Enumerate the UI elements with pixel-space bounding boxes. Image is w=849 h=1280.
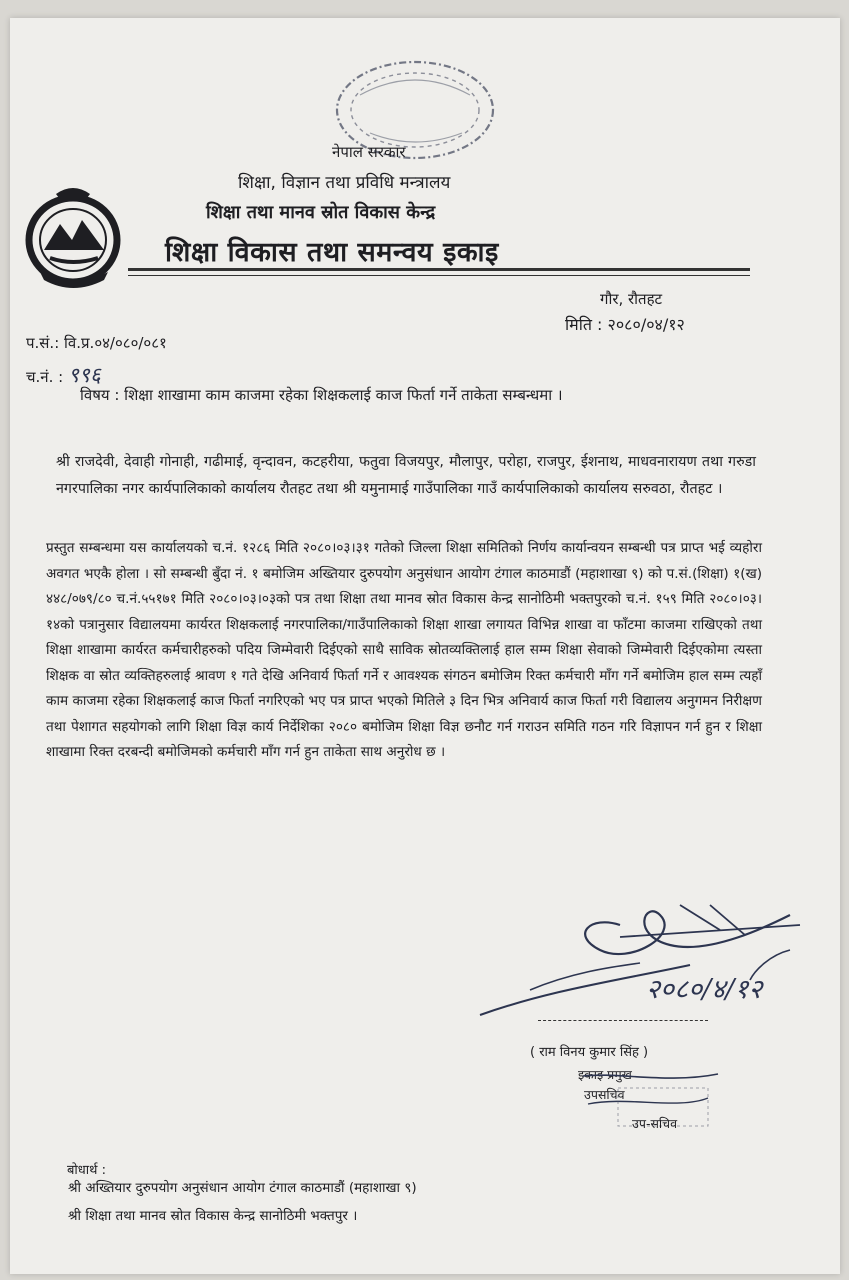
cc-recipient-list	[68, 1174, 417, 1230]
signatory-role: इकाइ प्रमुख	[578, 1067, 632, 1082]
letter-body: प्रस्तुत सम्बन्धमा यस कार्यालयको च.नं. १२८६ मिति २०८०।०३।३१ गतेको जिल्ला शिक्षा समितिको निर्णय कार्यान्वयन सम्बन्धी पत्र प्राप्त भई व्यहोरा अवगत भएकै होला । सो सम्बन्धी बुँदा नं. १ बमोजिम अख्तियार दुरुपयोग अनुसंधान आयोग टंगाल काठमाडौं (महाशाखा ९) को प.सं.(शिक्षा) १(ख) ४४८/०७९/८० च.नं.५५१७१ मिति २०८०।०३।०३को पत्र तथा शिक्षा तथा मानव स्रोत विकास केन्द्र सानोठिमी भक्तपुरको च.नं. १५९ मिति २०८०।०३।१४को पत्रानुसार विद्यालयमा कार्यरत शिक्षकलाई नगरपालिका/गाउँपालिकाको शिक्षा शाखा लगायत विभिन्न शाखा वा फाँटमा काजमा राखिएको तथा शिक्षा शाखामा कार्यरत कर्मचारीहरुको पदिय जिम्मेवारी दिईएको साथै साविक स्रोतव्यक्तिलाई हाल सम्म शिक्षा सेवाको जिम्मेवारी दिईएकोमा त्यस्ता शिक्षक वा स्रोत व्यक्तिहरुलाई श्रावण १ गते देखि अनिवार्य फिर्ता गर्ने र आवश्यक संगठन बमोजिम रिक्त कर्मचारी माँग गर्ने बमोजिम हाल सम्म त्यहाँ काम काजमा रहेका शिक्षकलाई काज फिर्ता नगरिएको भए पत्र प्राप्त भएको मितिले ३ दिन भित्र अनिवार्य काज फिर्ता गरी विद्यालय अनुगमन निरीक्षण तथा पेशागत सहयोगको लागि शिक्षा विज्ञ कार्य निर्देशिका २०८० बमोजिम शिक्षा विज्ञ छनौट गर्न गराउन समिति गठन गरि विज्ञापन गर्न हुन र शिक्षा शाखामा रिक्त दरबन्दी बमोजिमको कर्मचारी माँग गर्न हुन ताकेता साथ अनुरोध छ ।	[46, 540, 762, 760]
header-rule-thin	[128, 275, 750, 276]
dispatch-number-handwritten: ९९६	[68, 363, 101, 387]
cc-recipient: श्री शिक्षा तथा मानव स्रोत विकास केन्द्र सानोठिमी भक्तपुर ।	[68, 1208, 358, 1224]
nepal-emblem-logo	[20, 180, 126, 288]
header-rule-thick	[128, 268, 750, 271]
letter-reference-number: प.सं.: वि.प्र.०४/०८०/०८१	[26, 334, 167, 352]
cc-recipient: श्री अख्तियार दुरुपयोग अनुसंधान आयोग टंगाल काठमाडौं (महाशाखा ९)	[68, 1180, 417, 1196]
signature-line	[538, 1020, 708, 1021]
signature-date: २०८०/४/१२	[646, 974, 763, 1005]
letter-date: मिति : २०८०/०४/१२	[565, 315, 685, 334]
office-location: गौर, रौतहट	[600, 290, 663, 308]
ministry-name: शिक्षा, विज्ञान तथा प्रविधि मन्त्रालय	[238, 173, 451, 193]
centre-name: शिक्षा तथा मानव स्रोत विकास केन्द्र	[206, 202, 436, 223]
government-name: नेपाल सरकार	[332, 143, 406, 161]
signature-mark	[470, 895, 830, 1025]
cc-heading: बोधार्थ :	[67, 1163, 106, 1178]
designation-stamp-text: उप-सचिव	[632, 1116, 678, 1131]
unit-name: शिक्षा विकास तथा समन्वय इकाइ	[165, 237, 499, 268]
letter-addressee: श्री राजदेवी, देवाही गोनाही, गढीमाई, वृन्दावन, कटहरीया, फतुवा विजयपुर, मौलापुर, परोहा, राजपुर, ईशनाथ, माधवनारायण तथा गरुडा नगरपालिका नगर कार्यपालिकाको कार्यालय रौतहट तथा श्री यमुनामाई गाउँपालिका गाउँ कार्यपालिकाको कार्यालय सरुवठा, रौतहट ।	[56, 454, 756, 497]
signatory-name: ( राम विनय कुमार सिंह )	[530, 1045, 649, 1060]
letter-subject: विषय : शिक्षा शाखामा काम काजमा रहेका शिक्षकलाई काज फिर्ता गर्ने ताकेता सम्बन्धमा ।	[80, 386, 563, 404]
signatory-title: उपसचिव	[584, 1087, 625, 1102]
dispatch-label: च.नं. :	[26, 368, 64, 386]
